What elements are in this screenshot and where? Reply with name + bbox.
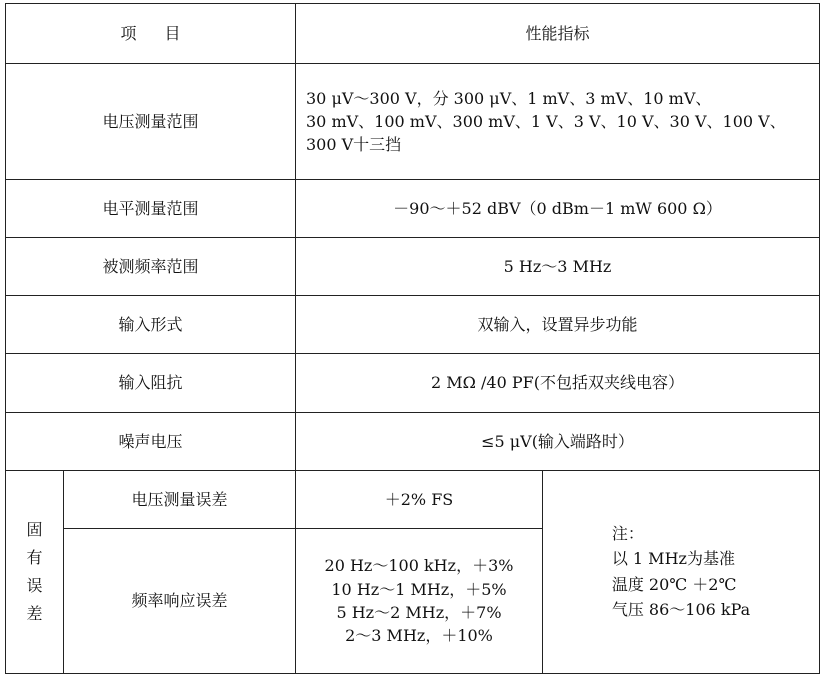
value-line: 30 μV～300 V，分 300 μV、1 mV、3 mV、10 mV、: [306, 88, 712, 108]
header-item-char1: 项: [120, 23, 137, 43]
value-line: 30 mV、100 mV、300 mV、1 V、3 V、10 V、30 V、100 V、: [306, 112, 786, 132]
conditions-note: 注： 以 1 MHz为基准 温度 20℃ ＋2℃ 气压 86～106 kPa: [611, 523, 751, 620]
header-item-char2: 目: [164, 23, 181, 43]
row-label: 电平测量范围: [6, 180, 296, 238]
spec-table: [5, 3, 820, 674]
intrinsic-error-group-label: 固 有 误 差: [6, 470, 64, 673]
header-item-cell: [6, 4, 296, 64]
table-row: [6, 180, 820, 238]
row-label: 被测频率范围: [6, 238, 296, 296]
voltage-error-value: ＋2% FS: [296, 470, 543, 528]
frequency-error-value: 20 Hz～100 kHz，＋3% 10 Hz～1 MHz，＋5% 5 Hz～2 MHz，＋7% 2～3 MHz，＋10%: [296, 528, 543, 673]
row-value: 2 MΩ /40 PF(不包括双夹线电容）: [296, 354, 820, 412]
voltage-error-label: 电压测量误差: [64, 470, 296, 528]
header-performance-cell: 性能指标: [296, 4, 820, 64]
row-value: 5 Hz～3 MHz: [296, 238, 820, 296]
table-row: [6, 412, 820, 470]
table-row: [6, 238, 820, 296]
row-label: 噪声电压: [6, 412, 296, 470]
row-value: －90～＋52 dBV（0 dBm－1 mW 600 Ω）: [296, 180, 820, 238]
table-row: [6, 470, 820, 528]
row-value: 双输入，设置异步功能: [296, 296, 820, 354]
conditions-note-cell: [543, 470, 820, 673]
header-row: [6, 4, 820, 64]
table-row: [6, 354, 820, 412]
value-line: 300 V十三挡: [306, 135, 402, 155]
row-value: [296, 64, 820, 180]
row-label: 输入阻抗: [6, 354, 296, 412]
row-label: 输入形式: [6, 296, 296, 354]
row-value: ≤5 μV(输入端路时）: [296, 412, 820, 470]
table-row: [6, 64, 820, 180]
row-label: 电压测量范围: [6, 64, 296, 180]
frequency-error-label: 频率响应误差: [64, 528, 296, 673]
table-row: [6, 296, 820, 354]
